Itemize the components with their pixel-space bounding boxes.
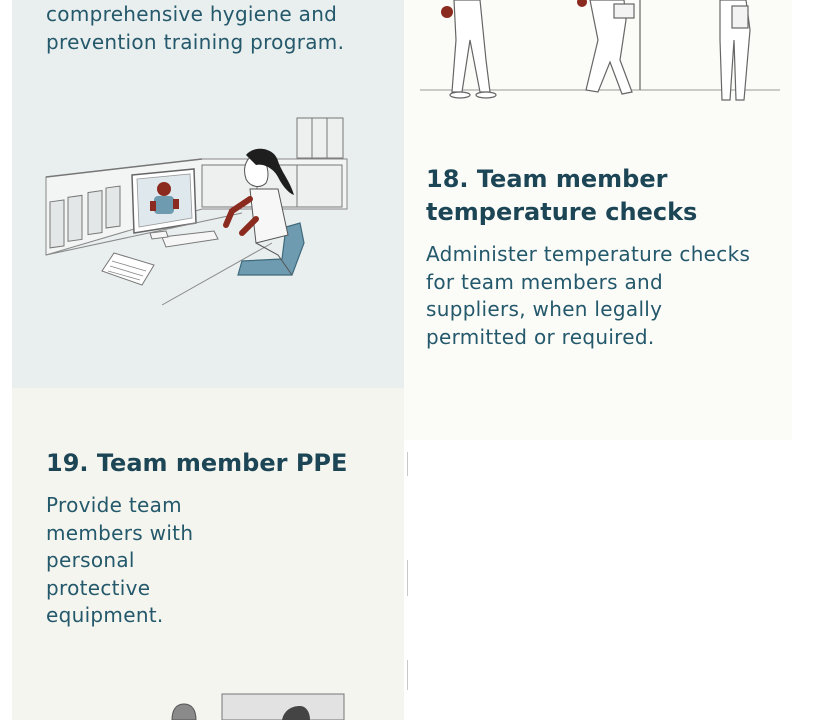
heading-line: 18. Team member (426, 165, 668, 193)
people-standing-illustration (414, 0, 784, 108)
body-line: comprehensive hygiene and (46, 2, 338, 26)
body-line: equipment. (46, 603, 164, 627)
training-panel (12, 0, 404, 388)
body-line: Administer temperature checks (426, 242, 751, 266)
body-line: suppliers, when legally (426, 297, 663, 321)
ppe-panel (12, 388, 404, 720)
body-line: Provide team (46, 493, 182, 517)
blank-panel (404, 440, 834, 720)
body-line: personal (46, 548, 135, 572)
divider-line (407, 560, 408, 596)
divider-line (407, 452, 408, 476)
body-line: for team members and (426, 269, 663, 294)
temperature-check-panel (404, 0, 792, 440)
divider-line (407, 660, 408, 690)
body-line: prevention training program. (46, 29, 345, 54)
body-line: permitted or required. (426, 324, 655, 349)
temperature-check-body (426, 241, 750, 351)
training-body-text (46, 1, 344, 56)
ppe-body (46, 492, 193, 630)
video-training-illustration (42, 115, 362, 315)
heading-line: temperature checks (426, 198, 698, 226)
ppe-heading: 19. Team member PPE (46, 449, 348, 477)
ppe-illustration-partial (162, 688, 352, 720)
body-line: members with (46, 520, 194, 545)
temperature-check-heading (426, 163, 697, 229)
body-line: protective (46, 575, 151, 600)
